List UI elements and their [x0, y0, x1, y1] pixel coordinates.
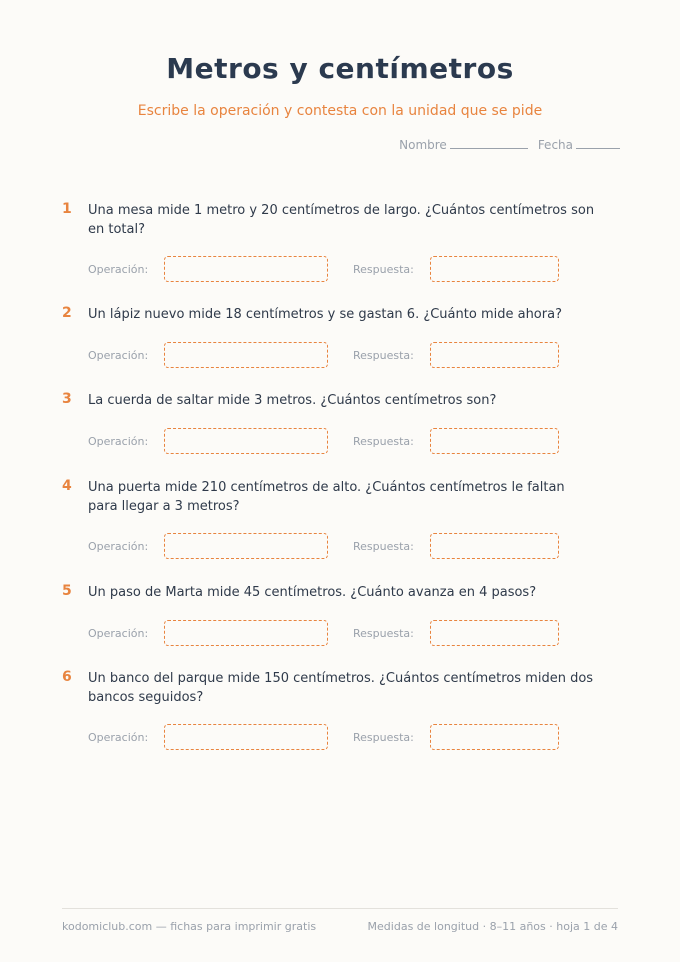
question-number: 3 — [62, 391, 72, 407]
operation-box[interactable] — [164, 620, 328, 646]
question-number: 6 — [62, 669, 72, 685]
page-subtitle: Escribe la operación y contesta con la unidad que se pide — [137, 103, 543, 119]
name-label: Nombre — [399, 138, 447, 152]
question-text: Un paso de Marta mide 45 centímetros. ¿Cuánto avanza en 4 pasos? — [88, 585, 537, 600]
answer-row — [88, 533, 588, 559]
operation-label: Operación: — [88, 540, 149, 553]
answer-box[interactable] — [430, 342, 559, 368]
date-label: Fecha — [537, 138, 573, 152]
footer-divider — [62, 908, 618, 909]
operation-box[interactable] — [164, 428, 328, 454]
question-text: Una mesa mide 1 metro y 20 centímetros de largo. ¿Cuántos centímetros son en total? — [88, 203, 595, 237]
date-field[interactable] — [538, 138, 620, 152]
answer-row — [88, 256, 588, 282]
answer-box[interactable] — [430, 428, 559, 454]
operation-label: Operación: — [88, 435, 149, 448]
question-number: 5 — [62, 583, 72, 599]
question-number: 2 — [62, 305, 72, 321]
answer-label: Respuesta: — [353, 540, 414, 553]
operation-box[interactable] — [164, 256, 328, 282]
answer-label: Respuesta: — [353, 627, 414, 640]
answer-box[interactable] — [430, 724, 559, 750]
footer-sheet-info: Medidas de longitud · 8–11 años · hoja 1 de 4 — [367, 920, 618, 933]
question-number: 4 — [62, 478, 72, 494]
operation-label: Operación: — [88, 627, 149, 640]
answer-row — [88, 428, 588, 454]
name-field[interactable] — [399, 138, 528, 152]
question-text: Una puerta mide 210 centímetros de alto. ¿Cuántos centímetros le faltan para llegar a 3 metros? — [88, 480, 565, 514]
question-text: Un banco del parque mide 150 centímetros. ¿Cuántos centímetros miden dos bancos seguidos? — [88, 671, 594, 705]
page-title: Metros y centímetros — [166, 52, 514, 85]
question-text: Un lápiz nuevo mide 18 centímetros y se gastan 6. ¿Cuánto mide ahora? — [88, 307, 562, 322]
answer-label: Respuesta: — [353, 435, 414, 448]
answer-label: Respuesta: — [353, 349, 414, 362]
answer-row — [88, 724, 588, 750]
question-number: 1 — [62, 201, 72, 217]
operation-box[interactable] — [164, 724, 328, 750]
operation-label: Operación: — [88, 349, 149, 362]
question-text: La cuerda de saltar mide 3 metros. ¿Cuántos centímetros son? — [88, 393, 497, 408]
answer-row — [88, 620, 588, 646]
name-date-fields — [399, 138, 620, 152]
answer-box[interactable] — [430, 256, 559, 282]
name-line — [450, 138, 528, 149]
operation-box[interactable] — [164, 342, 328, 368]
answer-box[interactable] — [430, 533, 559, 559]
operation-label: Operación: — [88, 263, 149, 276]
footer-site-text: kodomiclub.com — fichas para imprimir gratis — [62, 920, 317, 933]
operation-box[interactable] — [164, 533, 328, 559]
answer-label: Respuesta: — [353, 263, 414, 276]
answer-row — [88, 342, 588, 368]
answer-box[interactable] — [430, 620, 559, 646]
answer-label: Respuesta: — [353, 731, 414, 744]
operation-label: Operación: — [88, 731, 149, 744]
date-line — [576, 138, 620, 149]
